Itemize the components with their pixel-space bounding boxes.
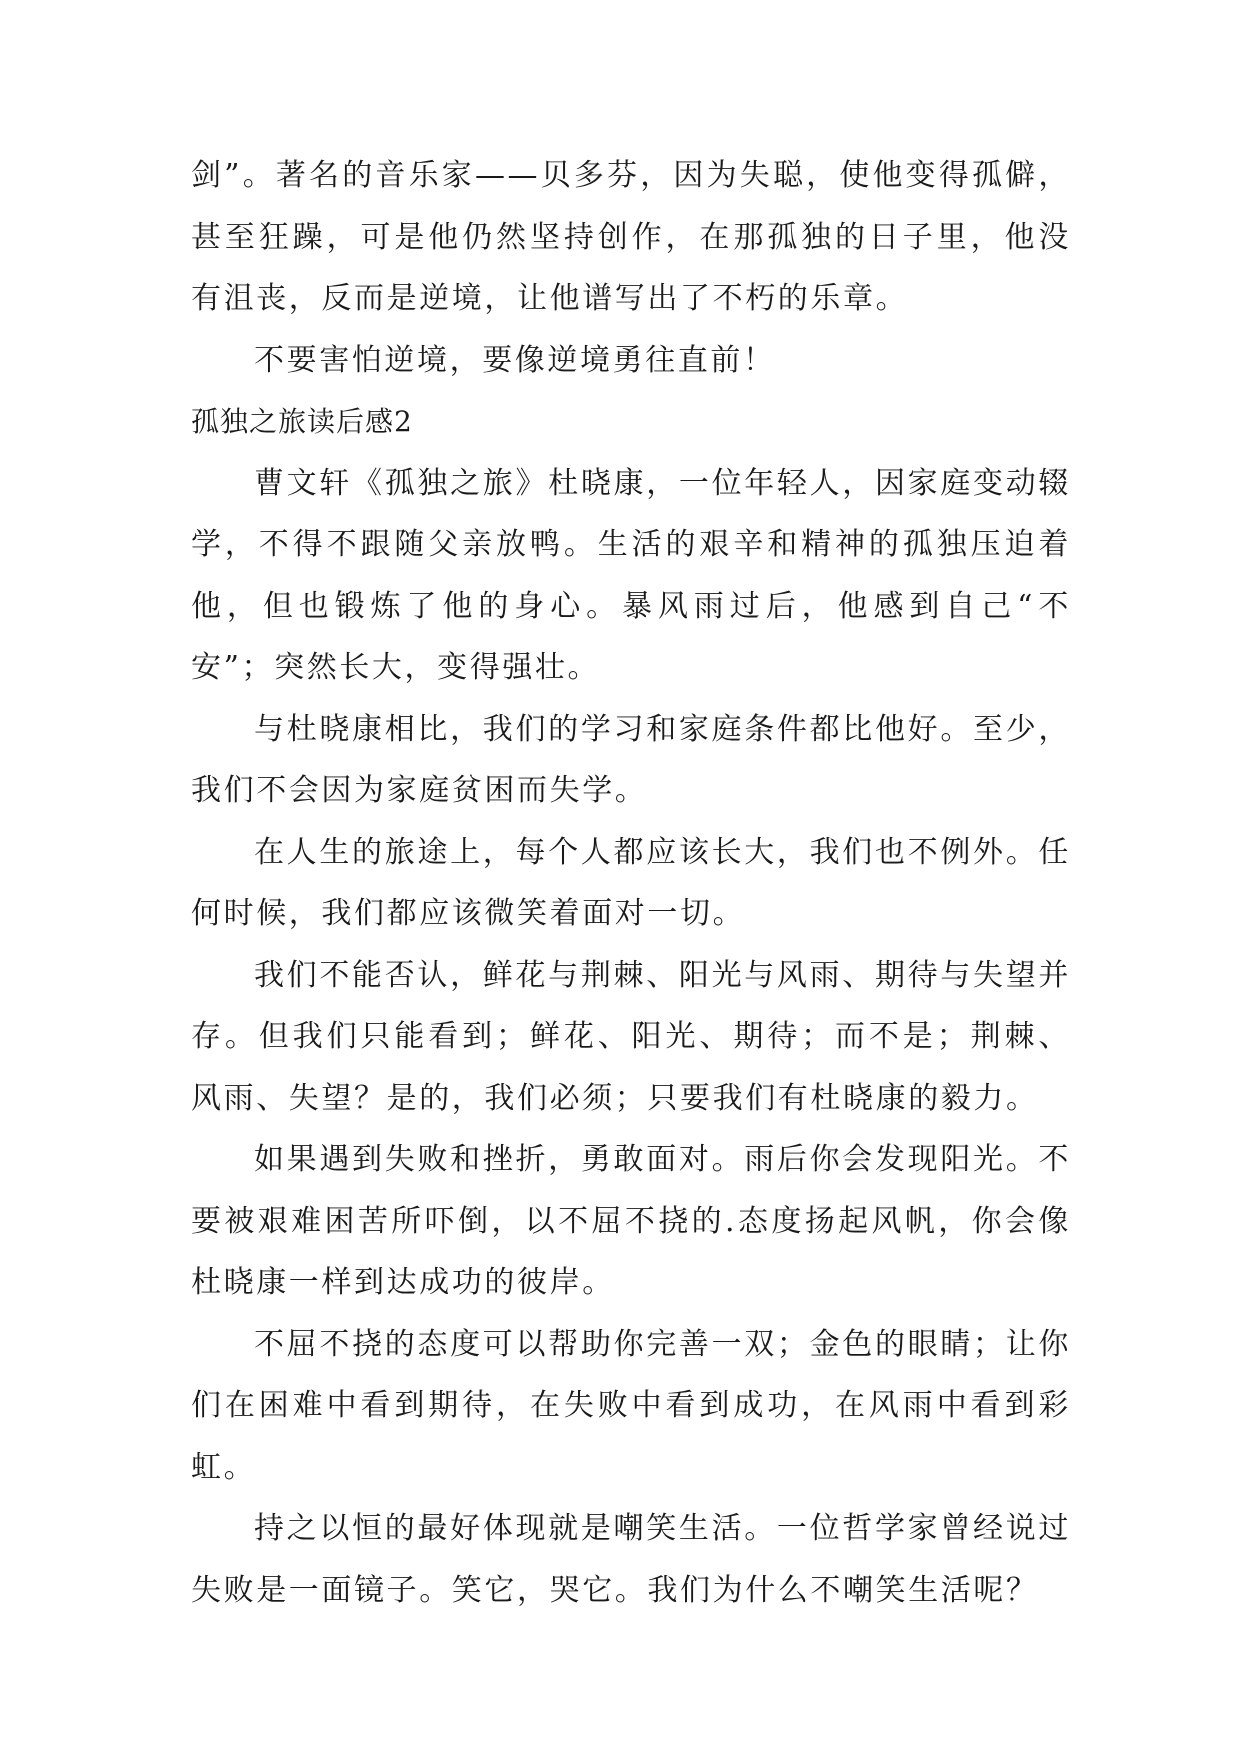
paragraph-flowers-thorns: 我们不能否认，鲜花与荆棘、阳光与风雨、期待与失望并存。但我们只能看到；鲜花、阳光、期待；而不是；荆棘、风雨、失望？是的，我们必须；只要我们有杜晓康的毅力。	[191, 957, 1071, 1116]
paragraph-summary: 曹文轩《孤独之旅》杜晓康，一位年轻人，因家庭变动辍学，不得不跟随父亲放鸭。生活的艰辛和精神的孤独压迫着他，但也锻炼了他的身心。暴风雨过后，他感到自己“不安”；突然长大，变得强壮。	[191, 465, 1071, 685]
paragraph-growing-up: 在人生的旅途上，每个人都应该长大，我们也不例外。任何时候，我们都应该微笑着面对一切。	[191, 834, 1071, 931]
document-body	[191, 145, 1071, 1621]
paragraph-not-afraid: 不要害怕逆境，要像逆境勇往直前！	[254, 342, 776, 378]
paragraph-beethoven: 剑”。著名的音乐家——贝多芬，因为失聪，使他变得孤僻，甚至狂躁，可是他仍然坚持创作，在那孤独的日子里，他没有沮丧，反而是逆境，让他谱写出了不朽的乐章。	[191, 158, 1071, 316]
section-heading: 孤独之旅读后感2	[191, 405, 413, 438]
paragraph-perseverance: 持之以恒的最好体现就是嘲笑生活。一位哲学家曾经说过失败是一面镜子。笑它，哭它。我们为什么不嘲笑生活呢？	[191, 1511, 1071, 1608]
paragraph-comparison: 与杜晓康相比，我们的学习和家庭条件都比他好。至少，我们不会因为家庭贫困而失学。	[191, 711, 1071, 808]
paragraph-attitude: 不屈不挠的态度可以帮助你完善一双；金色的眼睛；让你们在困难中看到期待，在失败中看到成功，在风雨中看到彩虹。	[191, 1326, 1071, 1485]
paragraph-failure: 如果遇到失败和挫折，勇敢面对。雨后你会发现阳光。不要被艰难困苦所吓倒，以不屈不挠的.态度扬起风帆，你会像杜晓康一样到达成功的彼岸。	[191, 1142, 1071, 1300]
